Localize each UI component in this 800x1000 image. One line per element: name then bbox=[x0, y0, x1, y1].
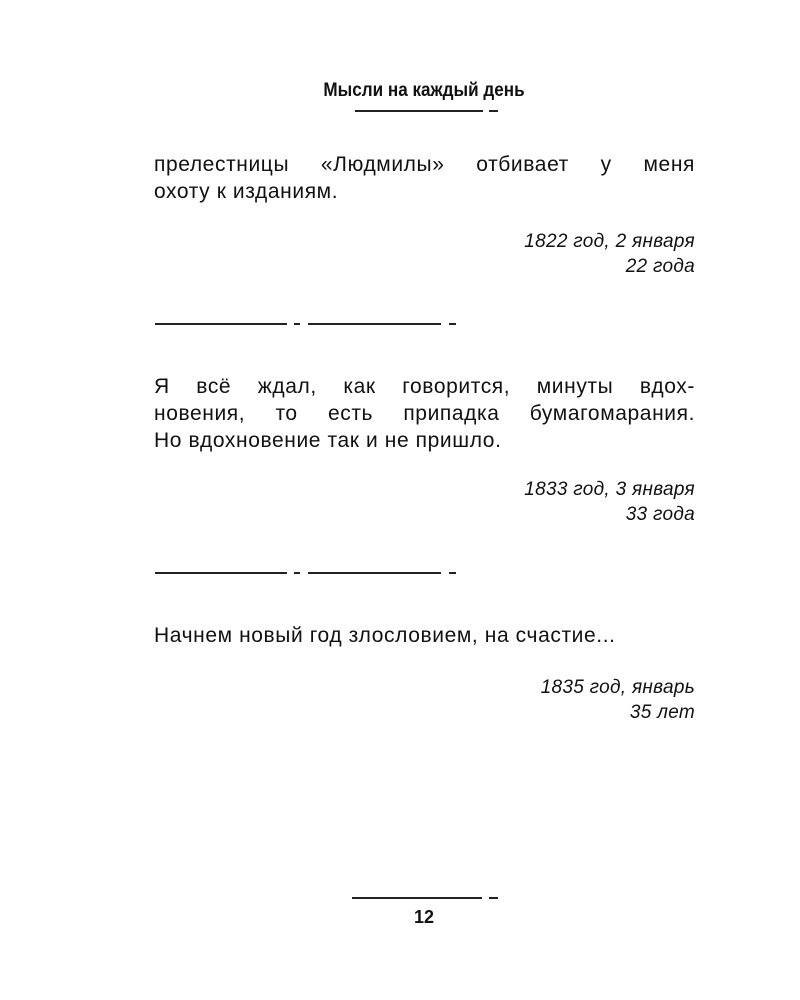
entry-3-date: 1835 год, январь bbox=[540, 677, 695, 698]
header-rule bbox=[355, 110, 500, 112]
section-divider-2 bbox=[155, 572, 457, 576]
entry-1-age: 22 года bbox=[625, 256, 695, 277]
entry-2-age: 33 года bbox=[625, 504, 695, 525]
entry-text-1 bbox=[154, 151, 695, 205]
entry-signature-2 bbox=[295, 477, 695, 527]
page-number: 12 bbox=[413, 907, 435, 927]
entry-1-line-2: охоту к изданиям. bbox=[154, 180, 339, 203]
entry-text-3 bbox=[154, 622, 695, 649]
entry-2-line-2: новения, то есть припадка бумагомарания. bbox=[154, 402, 695, 425]
footer-rule bbox=[352, 897, 500, 899]
entry-2-line-1: Я всё ждал, как говорится, минуты вдох- bbox=[154, 375, 695, 398]
running-title: Мысли на каждый день bbox=[323, 80, 525, 101]
entry-3-age: 35 лет bbox=[629, 702, 695, 723]
section-divider-1 bbox=[155, 323, 457, 327]
entry-signature-3 bbox=[295, 675, 695, 725]
entry-2-date: 1833 год, 3 января bbox=[524, 479, 695, 500]
entry-signature-1 bbox=[295, 229, 695, 279]
entry-1-date: 1822 год, 2 января bbox=[524, 231, 695, 252]
entry-text-2 bbox=[154, 373, 695, 454]
entry-3-line-1: Начнем новый год злословием, на счастие... bbox=[154, 624, 616, 647]
entry-2-line-3: Но вдохновение так и не пришло. bbox=[154, 429, 502, 452]
entry-1-line-1: прелестницы «Людмилы» отбивает у меня bbox=[154, 153, 695, 176]
